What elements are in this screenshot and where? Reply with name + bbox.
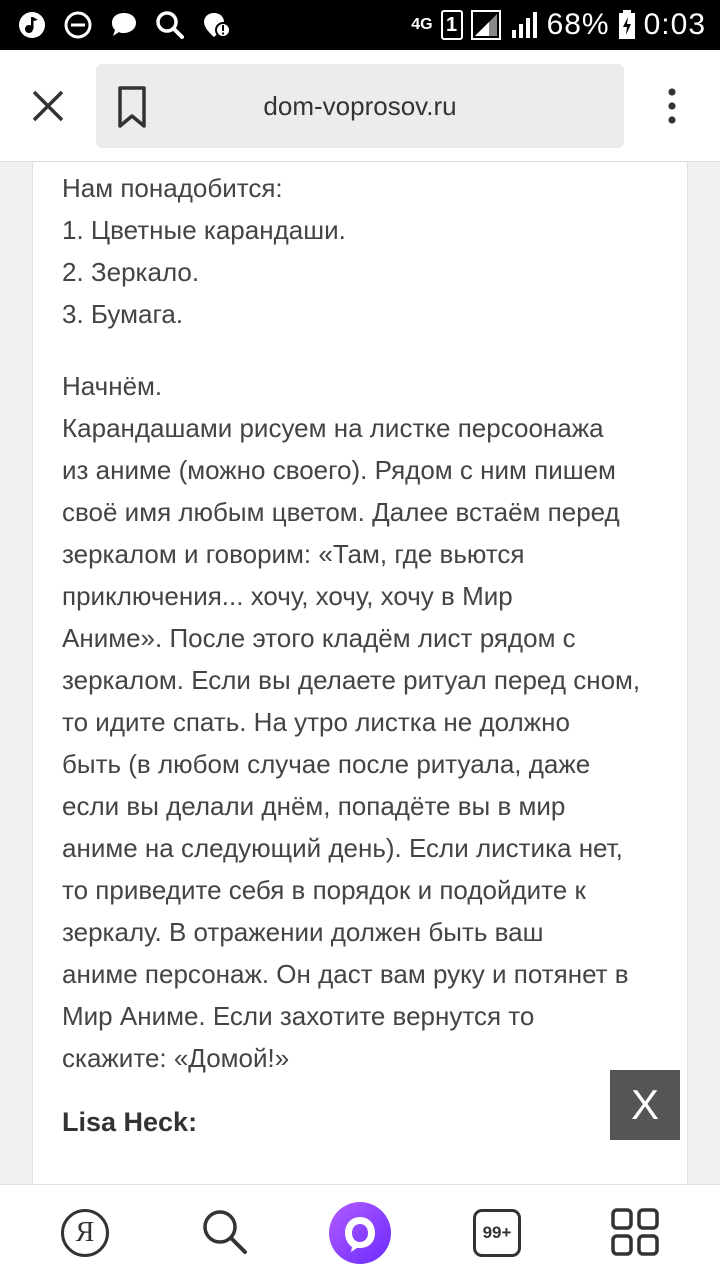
paragraph-line: Карандашами рисуем на листке персоонажа xyxy=(62,413,604,443)
paragraph-line: зеркалом. Если вы делаете ритуал перед сном, xyxy=(62,665,641,695)
chat-icon xyxy=(108,9,140,41)
signal-icon-2 xyxy=(509,10,539,40)
music-icon xyxy=(16,9,48,41)
system-icons xyxy=(411,0,706,50)
paragraph-line: скажите: «Домой!» xyxy=(62,1043,290,1073)
paragraph-start: Начнём. xyxy=(62,371,163,401)
paragraph-line: зеркалом и говорим: «Там, где вьются xyxy=(62,539,525,569)
paragraph-line: если вы делали днём, попадёте вы в мир xyxy=(62,791,566,821)
paragraph-line: приключения... хочу, хочу, хочу в Мир xyxy=(62,581,513,611)
notification-icons xyxy=(16,9,232,41)
paragraph-line: то приведите себя в порядок и подойдите к xyxy=(62,875,586,905)
paragraph-line: зеркалу. В отражении должен быть ваш xyxy=(62,917,544,947)
battery-percent: 68% xyxy=(546,8,610,41)
do-not-disturb-icon xyxy=(62,9,94,41)
more-vert-icon[interactable] xyxy=(660,86,684,126)
search-icon xyxy=(154,9,186,41)
paragraph-line: аниме на следующий день). Если листика нет, xyxy=(62,833,623,863)
list-item: 2. Зеркало. xyxy=(62,257,200,287)
paragraph-line: Аниме». После этого кладём лист рядом с xyxy=(62,623,576,653)
battery-charging-icon xyxy=(618,10,636,40)
page-content[interactable] xyxy=(0,162,720,1184)
paragraph-line: Мир Аниме. Если захотите вернутся то xyxy=(62,1001,535,1031)
paragraph-line: быть (в любом случае после ритуала, даже xyxy=(62,749,591,779)
search-icon[interactable] xyxy=(198,1205,250,1257)
apps-grid-icon[interactable] xyxy=(610,1207,660,1257)
address-bar[interactable] xyxy=(96,64,624,148)
paragraph-line: своё имя любым цветом. Далее встаём перед xyxy=(62,497,620,527)
bookmark-icon[interactable] xyxy=(112,85,152,129)
paragraph-line: из аниме (можно своего). Рядом с ним пишем xyxy=(62,455,616,485)
list-item: 3. Бумага. xyxy=(62,299,184,329)
answer-author: Lisa Heck: xyxy=(62,1107,198,1137)
close-icon[interactable] xyxy=(28,86,68,126)
status-bar xyxy=(0,0,720,50)
browser-toolbar xyxy=(0,50,720,162)
paragraph-line: аниме персонаж. Он даст вам руку и потянет в xyxy=(62,959,629,989)
yandex-icon[interactable]: Я xyxy=(61,1209,109,1257)
sim-indicator: 1 xyxy=(441,10,463,40)
list-heading: Нам понадобится: xyxy=(62,173,283,203)
url-text: dom-voprosov.ru xyxy=(263,91,457,121)
alert-location-icon xyxy=(200,9,232,41)
bottom-nav xyxy=(0,1184,720,1280)
paragraph-line: то идите спать. На утро листка не должно xyxy=(62,707,570,737)
signal-icon xyxy=(471,10,501,40)
alice-icon[interactable] xyxy=(328,1201,392,1265)
close-ad-button[interactable]: X xyxy=(610,1070,680,1140)
tabs-icon[interactable]: 99+ xyxy=(473,1209,521,1257)
clock: 0:03 xyxy=(643,8,706,41)
network-type: 4G xyxy=(411,16,433,33)
list-item: 1. Цветные карандаши. xyxy=(62,215,346,245)
